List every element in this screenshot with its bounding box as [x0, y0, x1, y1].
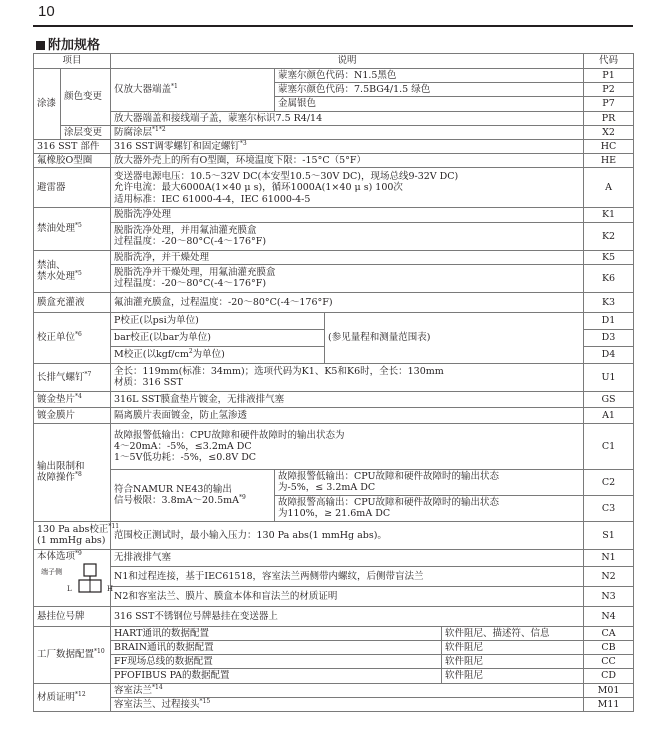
- table-row: [34, 208, 634, 222]
- output-limit-note: *8: [75, 471, 82, 479]
- code-n2: N2: [584, 566, 634, 586]
- tag-plate-label: 悬挂位号牌: [34, 606, 111, 626]
- code-m11: M11: [584, 697, 634, 711]
- munsell-75bg: 蒙塞尔颜色代码：7.5BG4/1.5 绿色: [275, 83, 584, 97]
- coating-cell: [111, 125, 584, 139]
- m01-desc: 容室法兰: [114, 684, 153, 696]
- code-k3: K3: [584, 292, 634, 312]
- lightning-line-3: 适用标准：IEC 61000-4-4，IEC 61000-4-5: [114, 193, 311, 205]
- long-vent-label: 长排气螺钉: [37, 371, 85, 383]
- cover-only-text: 仅放大器端盖: [114, 84, 172, 96]
- code-p2: P2: [584, 83, 634, 97]
- table-row: [34, 292, 634, 312]
- code-c1: C1: [584, 423, 634, 469]
- c2-cell: [275, 469, 584, 495]
- m11-note: *15: [199, 697, 211, 705]
- sst316-cell: [111, 140, 584, 154]
- lightning-line-2: 允许电流：最大6000A(1×40 μ s)，循环1000A(1×40 μ s) 100次: [114, 182, 403, 194]
- cover-only-cell: [111, 69, 275, 112]
- material-cert-label-cell: [34, 683, 111, 711]
- table-row: [34, 154, 634, 168]
- d1-desc: P校正(以psi为单位): [111, 312, 325, 329]
- sst316-label: 316 SST 部件: [34, 140, 111, 154]
- table-row: [34, 391, 634, 407]
- pa130-label-a-wrap: [37, 522, 120, 536]
- code-he: HE: [584, 154, 634, 168]
- namur-line-2: 信号极限：3.8mA～20.5mA: [114, 495, 240, 507]
- oil-dry-label-b: 禁水处理: [37, 271, 76, 283]
- code-n3: N3: [584, 586, 634, 606]
- header-desc: 说明: [111, 54, 584, 69]
- code-d4: D4: [584, 346, 634, 363]
- m01-cell: [111, 683, 584, 697]
- gold-gasket-label-cell: [34, 391, 111, 407]
- code-p7: P7: [584, 97, 634, 111]
- c1-line-3: 1～5V低功耗：-5%，≤0.8V DC: [114, 451, 257, 463]
- capsule-fill-label: 膜盒充灌液: [34, 292, 111, 312]
- pr-desc: 放大器端盖和接线端子盖，蒙塞尔标识7.5 R4/14: [111, 111, 584, 125]
- oil-dry-label-cell: [34, 250, 111, 292]
- munsell-n15: 蒙塞尔颜色代码：N1.5黑色: [275, 69, 584, 83]
- namur-line-2-wrap: [114, 495, 271, 506]
- code-k2: K2: [584, 222, 634, 250]
- table-row: [34, 586, 634, 606]
- code-c2: C2: [584, 469, 634, 495]
- body-option-note: *9: [75, 549, 82, 557]
- m01-note: *14: [152, 683, 163, 691]
- code-gs: GS: [584, 391, 634, 407]
- pa130-label-cell: [34, 521, 120, 549]
- table-row: [34, 69, 634, 83]
- calib-unit-ref: (参见量程和测量范围表): [325, 312, 584, 363]
- table-row: [34, 250, 634, 264]
- factory-config-note: *10: [94, 647, 105, 655]
- gold-gasket-note: *4: [75, 392, 82, 400]
- pa130-label-a: 130 Pa abs校正: [37, 524, 109, 536]
- c2-line-1: 故障报警低输出：CPU故障和硬件故障时的输出状态: [278, 471, 500, 483]
- k6-cell: [111, 264, 584, 292]
- long-vent-cell: [111, 363, 584, 391]
- code-x2: X2: [584, 125, 634, 139]
- table-header-row: [34, 54, 634, 69]
- color-change-label: 颜色变更: [61, 69, 111, 126]
- code-ca: CA: [584, 626, 634, 640]
- calib-unit-label-cell: [34, 312, 111, 363]
- code-p1: P1: [584, 69, 634, 83]
- factory-config-desc: PFOFIBUS PA的数据配置: [111, 669, 442, 683]
- oil-dry-label-a: 禁油、: [37, 260, 66, 272]
- c1-line-2: 4～20mA：-5%，≤3.2mA DC: [114, 440, 252, 452]
- body-option-label-cell: [34, 549, 114, 606]
- long-vent-line-1: 全长：119mm(标准：34mm)；选项代码为K1、K5和K6时，全长：130mm: [114, 366, 444, 378]
- c3-line-2: 为110%，≥ 21.6mA DC: [278, 508, 391, 520]
- code-k1: K1: [584, 208, 634, 222]
- n2-desc: N1和过程连接，基于IEC61518，容室法兰两侧带内螺纹，后侧带盲法兰: [111, 566, 584, 586]
- n3-desc: N2和容室法兰、膜片、膜盒本体和盲法兰的材质证明: [111, 586, 584, 606]
- c3-line-1: 故障报警高输出：CPU故障和硬件故障时的输出状态: [278, 497, 500, 509]
- oring-desc: 放大器外壳上的所有O型圈，环境温度下限：-15°C（5°F）: [111, 154, 584, 168]
- body-option-figure: [37, 562, 114, 596]
- lightning-cell: [111, 168, 584, 208]
- output-limit-label-a: 输出限制和: [37, 461, 85, 473]
- table-row: [34, 669, 634, 683]
- sst316-desc: 316 SST调零螺钉和固定螺钉: [114, 141, 240, 153]
- code-a: A: [584, 168, 634, 208]
- d4-cell: [111, 346, 325, 363]
- table-row: [34, 626, 634, 640]
- oil-prohibited-label: 禁油处理: [37, 223, 76, 235]
- body-option-label: 本体选项: [37, 550, 76, 562]
- transmitter-body-icon: [75, 562, 105, 596]
- k1-desc: 脱脂洗净处理: [111, 208, 584, 222]
- k2-line-2: 过程温度：-20～80°C(-4～176°F): [114, 236, 267, 248]
- table-row: [34, 423, 634, 469]
- table-row: [34, 363, 634, 391]
- table-row: [34, 168, 634, 208]
- table-row: [34, 222, 634, 250]
- d4-desc-b: 为单位): [192, 349, 225, 361]
- sst316-note: *3: [239, 139, 247, 147]
- k5-desc: 脱脂洗净，并干燥处理: [111, 250, 584, 264]
- code-n1: N1: [584, 549, 634, 566]
- code-s1: S1: [584, 521, 634, 549]
- k6-line-2: 过程温度：-20～80°C(-4～176°F): [114, 278, 267, 290]
- coating-label: 涂层变更: [61, 125, 111, 139]
- gold-gasket-label: 镀金垫片: [37, 393, 76, 405]
- factory-config-label: 工厂数据配置: [37, 649, 95, 661]
- table-row: [34, 549, 634, 566]
- cover-note: *1: [171, 83, 178, 91]
- table-row: [34, 641, 634, 655]
- table-row: [34, 521, 634, 549]
- namur-cell: [111, 469, 275, 521]
- gold-diaphragm-label: 镀金膜片: [34, 407, 111, 423]
- lightning-label: 避雷器: [34, 168, 111, 208]
- output-limit-label-cell: [34, 423, 111, 521]
- material-cert-note: *12: [75, 690, 86, 698]
- code-d3: D3: [584, 329, 634, 346]
- header-code: 代码: [584, 54, 634, 69]
- material-cert-label: 材质证明: [37, 691, 76, 703]
- oil-prohibited-label-cell: [34, 208, 111, 250]
- namur-line-1: 符合NAMUR NE43的输出: [114, 484, 232, 496]
- factory-config-label-cell: [34, 626, 111, 683]
- d3-desc: bar校正(以bar为单位): [111, 329, 325, 346]
- factory-config-desc: HART通讯的数据配置: [111, 626, 442, 640]
- code-hc: HC: [584, 140, 634, 154]
- code-pr: PR: [584, 111, 634, 125]
- oil-dry-note: *5: [75, 270, 82, 278]
- factory-config-detail: 软件阻尼: [442, 655, 584, 669]
- code-k6: K6: [584, 264, 634, 292]
- k2-line-1: 脱脂洗净处理，并用氟油灌充膜盒: [114, 224, 257, 236]
- m11-desc: 容室法兰、过程接头: [114, 698, 200, 710]
- page-number: 10: [38, 3, 55, 20]
- d4-desc-a: M校正(以kgf/cm: [114, 349, 189, 361]
- long-vent-line-2: 材质：316 SST: [114, 377, 183, 389]
- code-a1: A1: [584, 407, 634, 423]
- k6-line-1: 脱脂洗净并干燥处理，用氟油灌充膜盒: [114, 267, 276, 279]
- d4-sup: 2: [188, 348, 193, 356]
- terminal-side-label: 端子侧: [41, 568, 62, 577]
- table-row: [34, 407, 634, 423]
- oring-label: 氟橡胶O型圈: [34, 154, 111, 168]
- output-limit-label-b-wrap: [37, 472, 107, 483]
- calib-unit-label: 校正单位: [37, 332, 76, 344]
- code-u1: U1: [584, 363, 634, 391]
- code-k5: K5: [584, 250, 634, 264]
- table-row: [34, 111, 634, 125]
- pa130-note: *11: [108, 522, 120, 530]
- metallic-silver: 金属银色: [275, 97, 584, 111]
- table-row: [34, 264, 634, 292]
- table-row: [34, 469, 634, 495]
- section-title: [36, 34, 100, 53]
- c3-cell: [275, 495, 584, 521]
- oil-prohibited-note: *5: [75, 222, 82, 230]
- paint-label: 涂漆: [34, 69, 61, 140]
- code-c3: C3: [584, 495, 634, 521]
- calib-unit-note: *6: [75, 331, 82, 339]
- output-limit-label-b: 故障操作: [37, 472, 76, 484]
- table-row: [34, 125, 634, 139]
- lightning-line-1: 变送器电源电压：10.5～32V DC(本安型10.5～30V DC)，现场总线9-32V DC): [114, 171, 459, 183]
- gold-gasket-desc: 316L SST膜盒垫片镀金，无排液排气塞: [111, 391, 584, 407]
- code-cc: CC: [584, 655, 634, 669]
- factory-config-desc: BRAIN通讯的数据配置: [111, 641, 442, 655]
- spec-table: [33, 53, 634, 712]
- n1-desc: 无排液排气塞: [111, 549, 584, 566]
- body-option-label-wrap: [37, 551, 107, 562]
- gold-diaphragm-desc: 隔离膜片表面镀金，防止氢渗透: [111, 407, 584, 423]
- k2-cell: [111, 222, 584, 250]
- low-side-label: L: [67, 585, 72, 594]
- code-cd: CD: [584, 669, 634, 683]
- factory-config-detail: 软件阻尼: [442, 669, 584, 683]
- code-n4: N4: [584, 606, 634, 626]
- code-d1: D1: [584, 312, 634, 329]
- header-item: 项目: [34, 54, 111, 69]
- oil-dry-label-b-wrap: [37, 271, 107, 282]
- capsule-fill-desc: 氟油灌充膜盒，过程温度：-20～80°C(-4～176°F): [111, 292, 584, 312]
- factory-config-detail: 软件阻尼、描述符、信息: [442, 626, 584, 640]
- long-vent-note: *7: [84, 370, 92, 378]
- table-row: [34, 312, 634, 329]
- table-row: [34, 655, 634, 669]
- c1-cell: [111, 423, 584, 469]
- table-row: [34, 566, 634, 586]
- header-rule: [33, 25, 633, 27]
- factory-config-desc: FF现场总线的数据配置: [111, 655, 442, 669]
- table-row: [34, 606, 634, 626]
- long-vent-label-cell: [34, 363, 111, 391]
- tag-plate-desc: 316 SST不锈钢位号牌悬挂在变送器上: [111, 606, 584, 626]
- factory-config-detail: 软件阻尼: [442, 641, 584, 655]
- coating-desc: 防腐涂层: [114, 126, 153, 138]
- code-cb: CB: [584, 641, 634, 655]
- section-title-text: 附加规格: [48, 37, 101, 52]
- coating-note: *1*2: [152, 125, 166, 133]
- namur-note: *9: [239, 494, 246, 502]
- pa130-desc: 范围校正测试时，最小输入压力：130 Pa abs(1 mmHg abs)。: [111, 521, 584, 549]
- c2-line-2: 为-5%，≤ 3.2mA DC: [278, 482, 376, 494]
- table-row: [34, 683, 634, 697]
- table-row: [34, 140, 634, 154]
- c1-line-1: 故障报警低输出：CPU故障和硬件故障时的输出状态为: [114, 429, 345, 441]
- m11-cell: [111, 697, 584, 711]
- square-bullet-icon: [36, 41, 45, 50]
- high-side-label: H: [107, 585, 114, 594]
- pa130-label-b: (1 mmHg abs): [37, 535, 106, 547]
- table-row: [34, 697, 634, 711]
- code-m01: M01: [584, 683, 634, 697]
